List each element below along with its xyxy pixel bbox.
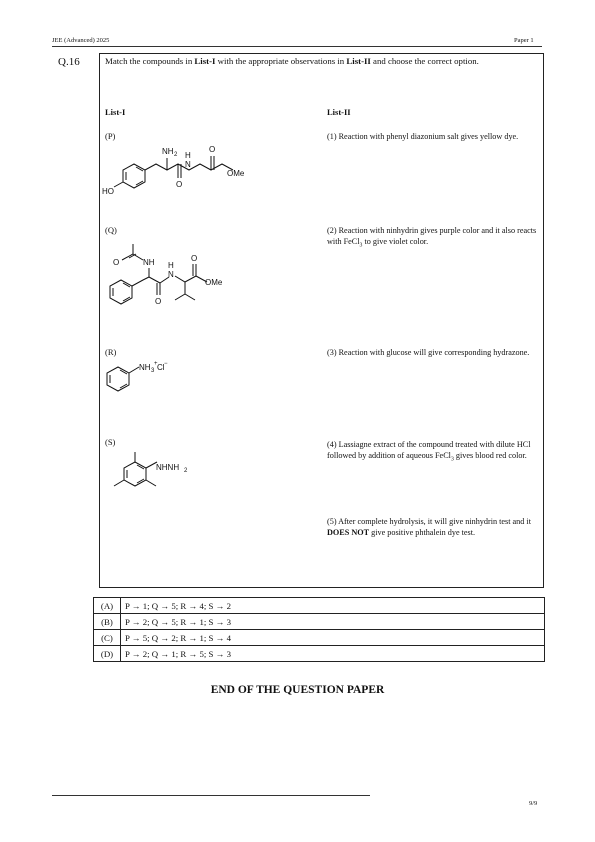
question-box-bottom	[99, 587, 543, 588]
atom-nhnh-sub: 2	[184, 468, 188, 474]
option-key: (A)	[94, 598, 121, 614]
list1-label-q: (Q)	[105, 225, 117, 235]
atom-o1: O	[155, 297, 162, 306]
atom-o2: O	[191, 254, 198, 263]
atom-nhnh: NHNH	[156, 463, 180, 472]
atom-ome: OMe	[227, 169, 245, 178]
list1-label-s: (S)	[105, 437, 116, 447]
question-number: Q.16	[58, 56, 80, 68]
obs-text: (5) After complete hydrolysis, it will give ninhydrin test and it	[327, 517, 531, 526]
footer-rule	[52, 795, 370, 796]
header-rule	[52, 46, 542, 47]
option-row-c[interactable]	[94, 630, 545, 646]
obs-sub: 3	[450, 456, 454, 463]
question-stem	[105, 56, 537, 67]
list2-title: List-II	[327, 107, 351, 117]
option-value: P → 1; Q → 5; R → 4; S → 2	[121, 598, 545, 614]
option-key: (B)	[94, 614, 121, 630]
option-value: P → 2; Q → 5; R → 1; S → 3	[121, 614, 545, 630]
option-key: (C)	[94, 630, 121, 646]
exam-title: JEE (Advanced) 2025	[52, 37, 110, 44]
option-row-a[interactable]	[94, 598, 545, 614]
observation-1: (1) Reaction with phenyl diazonium salt gives yellow dye.	[327, 132, 519, 141]
obs-text: give positive phthalein dye test.	[369, 528, 476, 537]
end-of-paper: END OF THE QUESTION PAPER	[210, 684, 385, 696]
page-number: 9/9	[529, 800, 538, 807]
obs-text: (4) Lassiagne extract of the compound treated with dilute HCl followed by addition of aqueous FeCl	[327, 440, 531, 460]
atom-cl: Cl	[157, 363, 165, 372]
obs-sub: 3	[359, 242, 363, 249]
list1-title: List-I	[105, 107, 126, 117]
observation-3: (3) Reaction with glucose will give corresponding hydrazone.	[327, 348, 530, 357]
stem-text: Match the compounds in	[105, 56, 195, 66]
stem-bold: List-II	[346, 56, 371, 66]
option-row-d[interactable]	[94, 646, 545, 662]
obs-bold: DOES NOT	[327, 528, 370, 537]
atom-nh3-sub: 3	[151, 368, 155, 374]
observation-2	[327, 225, 537, 252]
list1-label-r: (R)	[105, 347, 117, 357]
obs-text: to give violet color.	[362, 237, 429, 246]
option-value: P → 5; Q → 2; R → 1; S → 4	[121, 630, 545, 646]
atom-ho: HO	[102, 187, 114, 196]
structure-q	[105, 240, 245, 310]
atom-ome: OMe	[205, 278, 223, 287]
option-row-b[interactable]	[94, 614, 545, 630]
obs-text: (2) Reaction with ninhydrin gives purple color and it also reacts with FeCl	[327, 226, 537, 246]
structure-r	[105, 356, 195, 396]
atom-o2: O	[209, 145, 216, 154]
atom-h: H	[168, 261, 174, 270]
atom-nh2: NH	[162, 147, 174, 156]
paper-label: Paper 1	[514, 37, 534, 44]
atom-n: N	[185, 160, 191, 169]
stem-text: and choose the correct option.	[370, 56, 479, 66]
atom-nh3: NH	[139, 363, 151, 372]
atom-n: N	[168, 270, 174, 279]
atom-o0: O	[113, 258, 120, 267]
atom-o1: O	[176, 180, 183, 189]
stem-text: with the appropriate observations in	[215, 56, 347, 66]
structure-p	[100, 140, 260, 202]
obs-text: gives blood red color.	[453, 451, 527, 460]
atom-minus: −	[164, 361, 168, 367]
option-value: P → 2; Q → 1; R → 5; S → 3	[121, 646, 545, 662]
observation-4	[327, 439, 537, 466]
structure-s	[105, 448, 205, 498]
options-table	[93, 597, 545, 662]
atom-plus: +	[154, 361, 158, 367]
observation-5	[327, 516, 537, 538]
atom-h: H	[185, 151, 191, 160]
atom-nh2-sub: 2	[174, 152, 178, 158]
option-key: (D)	[94, 646, 121, 662]
list1-label-p: (P)	[105, 131, 116, 141]
atom-nh: NH	[143, 258, 155, 267]
stem-bold: List-I	[194, 56, 216, 66]
